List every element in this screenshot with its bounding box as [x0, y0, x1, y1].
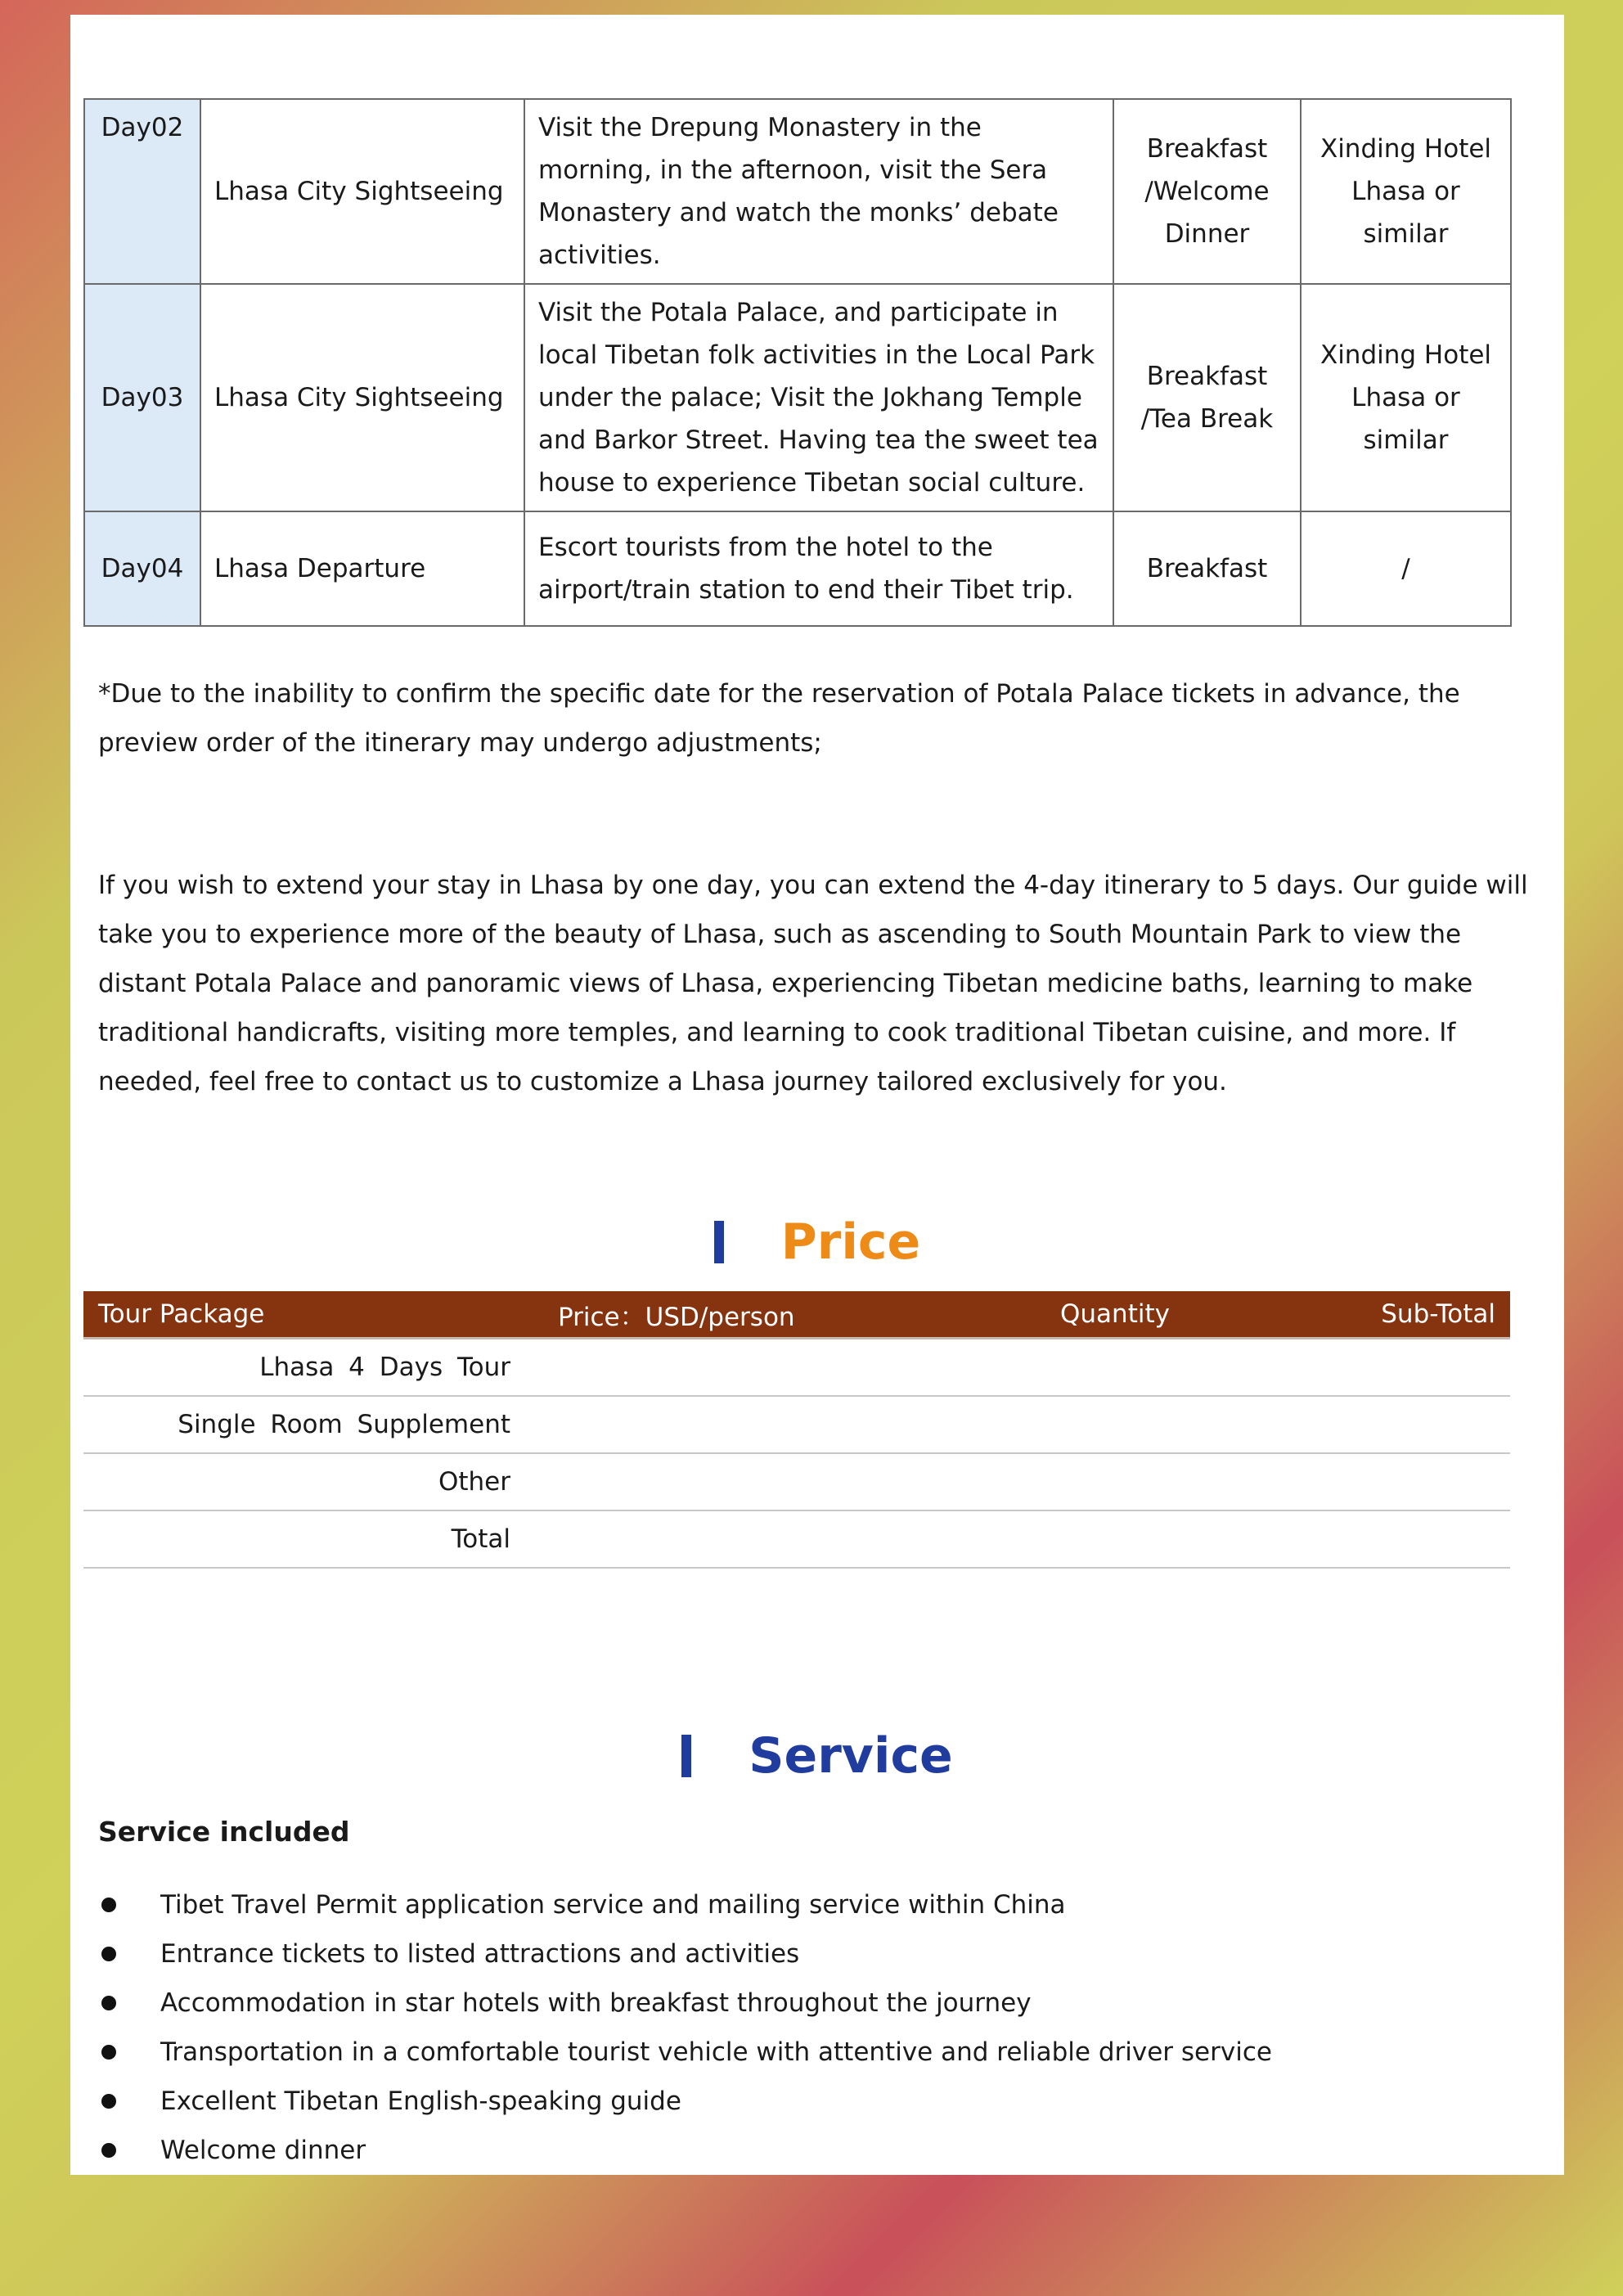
service-heading: [70, 1723, 1564, 1789]
bullet-icon: [101, 1996, 116, 2010]
day-cell: Day02: [84, 99, 200, 284]
itinerary-table: [83, 98, 1512, 627]
table-row: [84, 99, 1511, 284]
day-description: Escort tourists from the hotel to the airport/train station to end their Tibet trip.: [524, 511, 1113, 626]
bullet-icon: [101, 2143, 116, 2158]
hotel-cell: Xinding Hotel Lhasa or similar: [1301, 99, 1511, 284]
day-cell: Day04: [84, 511, 200, 626]
table-row: [83, 1396, 1510, 1453]
day-description: Visit the Drepung Monastery in the morning, in the afternoon, visit the Sera Monastery and watch the monks’ debate activities.: [524, 99, 1113, 284]
header-package: Tour Package: [83, 1291, 525, 1339]
meals-cell: Breakfast: [1113, 511, 1301, 626]
bullet-icon: [101, 2045, 116, 2060]
list-item: Tibet Travel Permit application service and mailing service within China: [98, 1880, 1522, 1929]
list-item: Excellent Tibetan English-speaking guide: [98, 2077, 1522, 2126]
header-subtotal: Sub-Total: [1311, 1291, 1510, 1339]
day-cell: Day03: [84, 284, 200, 511]
price-row-label: Single Room Supplement: [83, 1396, 525, 1453]
service-subtitle: Service included: [98, 1816, 350, 1848]
list-item: Transportation in a comfortable tourist vehicle with attentive and reliable driver service: [98, 2028, 1522, 2077]
day-title: Lhasa Departure: [200, 511, 524, 626]
bullet-icon: [101, 2094, 116, 2109]
price-title: Price: [780, 1213, 921, 1271]
heading-bar-icon: [681, 1735, 691, 1777]
price-row-label: Total: [83, 1510, 525, 1568]
meals-cell: Breakfast /Welcome Dinner: [1113, 99, 1301, 284]
hotel-cell: Xinding Hotel Lhasa or similar: [1301, 284, 1511, 511]
heading-bar-icon: [714, 1221, 724, 1263]
list-item: Welcome dinner: [98, 2126, 1522, 2175]
extend-paragraph: If you wish to extend your stay in Lhasa by one day, you can extend the 4-day itinerary to 5 days. Our guide will take you to experience more of the beauty of Lhasa, such as ascending to South Mountain Park to view the distant Potala Palace and panoramic views of Lhasa, experiencing Tibetan medicine baths, learning to make traditional handicrafts, visiting more temples, and learning to cook traditional Tibetan cuisine, and more. If needed, feel free to contact us to customize a Lhasa journey tailored exclusively for you.: [98, 871, 1528, 1096]
table-row: [83, 1510, 1510, 1568]
bullet-icon: [101, 1947, 116, 1961]
table-row: [84, 511, 1511, 626]
list-item: Entrance tickets to listed attractions and activities: [98, 1929, 1522, 1979]
table-row: [83, 1339, 1510, 1397]
day-title: Lhasa City Sightseeing: [200, 99, 524, 284]
price-row-label: Other: [83, 1453, 525, 1510]
header-quantity: Quantity: [959, 1291, 1311, 1339]
price-row-label: Lhasa 4 Days Tour: [83, 1339, 525, 1397]
service-list: [98, 1880, 1522, 2175]
header-price: Price：USD/person: [525, 1291, 959, 1339]
day-description: Visit the Potala Palace, and participate in local Tibetan folk activities in the Local Park under the palace; Visit the Jokhang Temple and Barkor Street. Having tea the sweet tea house to experience Tibetan social culture.: [524, 284, 1113, 511]
table-row: [83, 1453, 1510, 1510]
price-table: [83, 1291, 1510, 1569]
hotel-cell: /: [1301, 511, 1511, 626]
list-item: Accommodation in star hotels with breakfast throughout the journey: [98, 1979, 1522, 2028]
bullet-icon: [101, 1898, 116, 1912]
day-title: Lhasa City Sightseeing: [200, 284, 524, 511]
service-title: Service: [749, 1727, 953, 1785]
itinerary-note: *Due to the inability to confirm the specific date for the reservation of Potala Palace tickets in advance, the preview order of the itinerary may undergo adjustments;: [98, 679, 1460, 758]
meals-cell: Breakfast /Tea Break: [1113, 284, 1301, 511]
document-page: [70, 15, 1564, 2175]
table-row: [84, 284, 1511, 511]
price-heading: [70, 1209, 1564, 1275]
price-header-row: [83, 1291, 1510, 1339]
